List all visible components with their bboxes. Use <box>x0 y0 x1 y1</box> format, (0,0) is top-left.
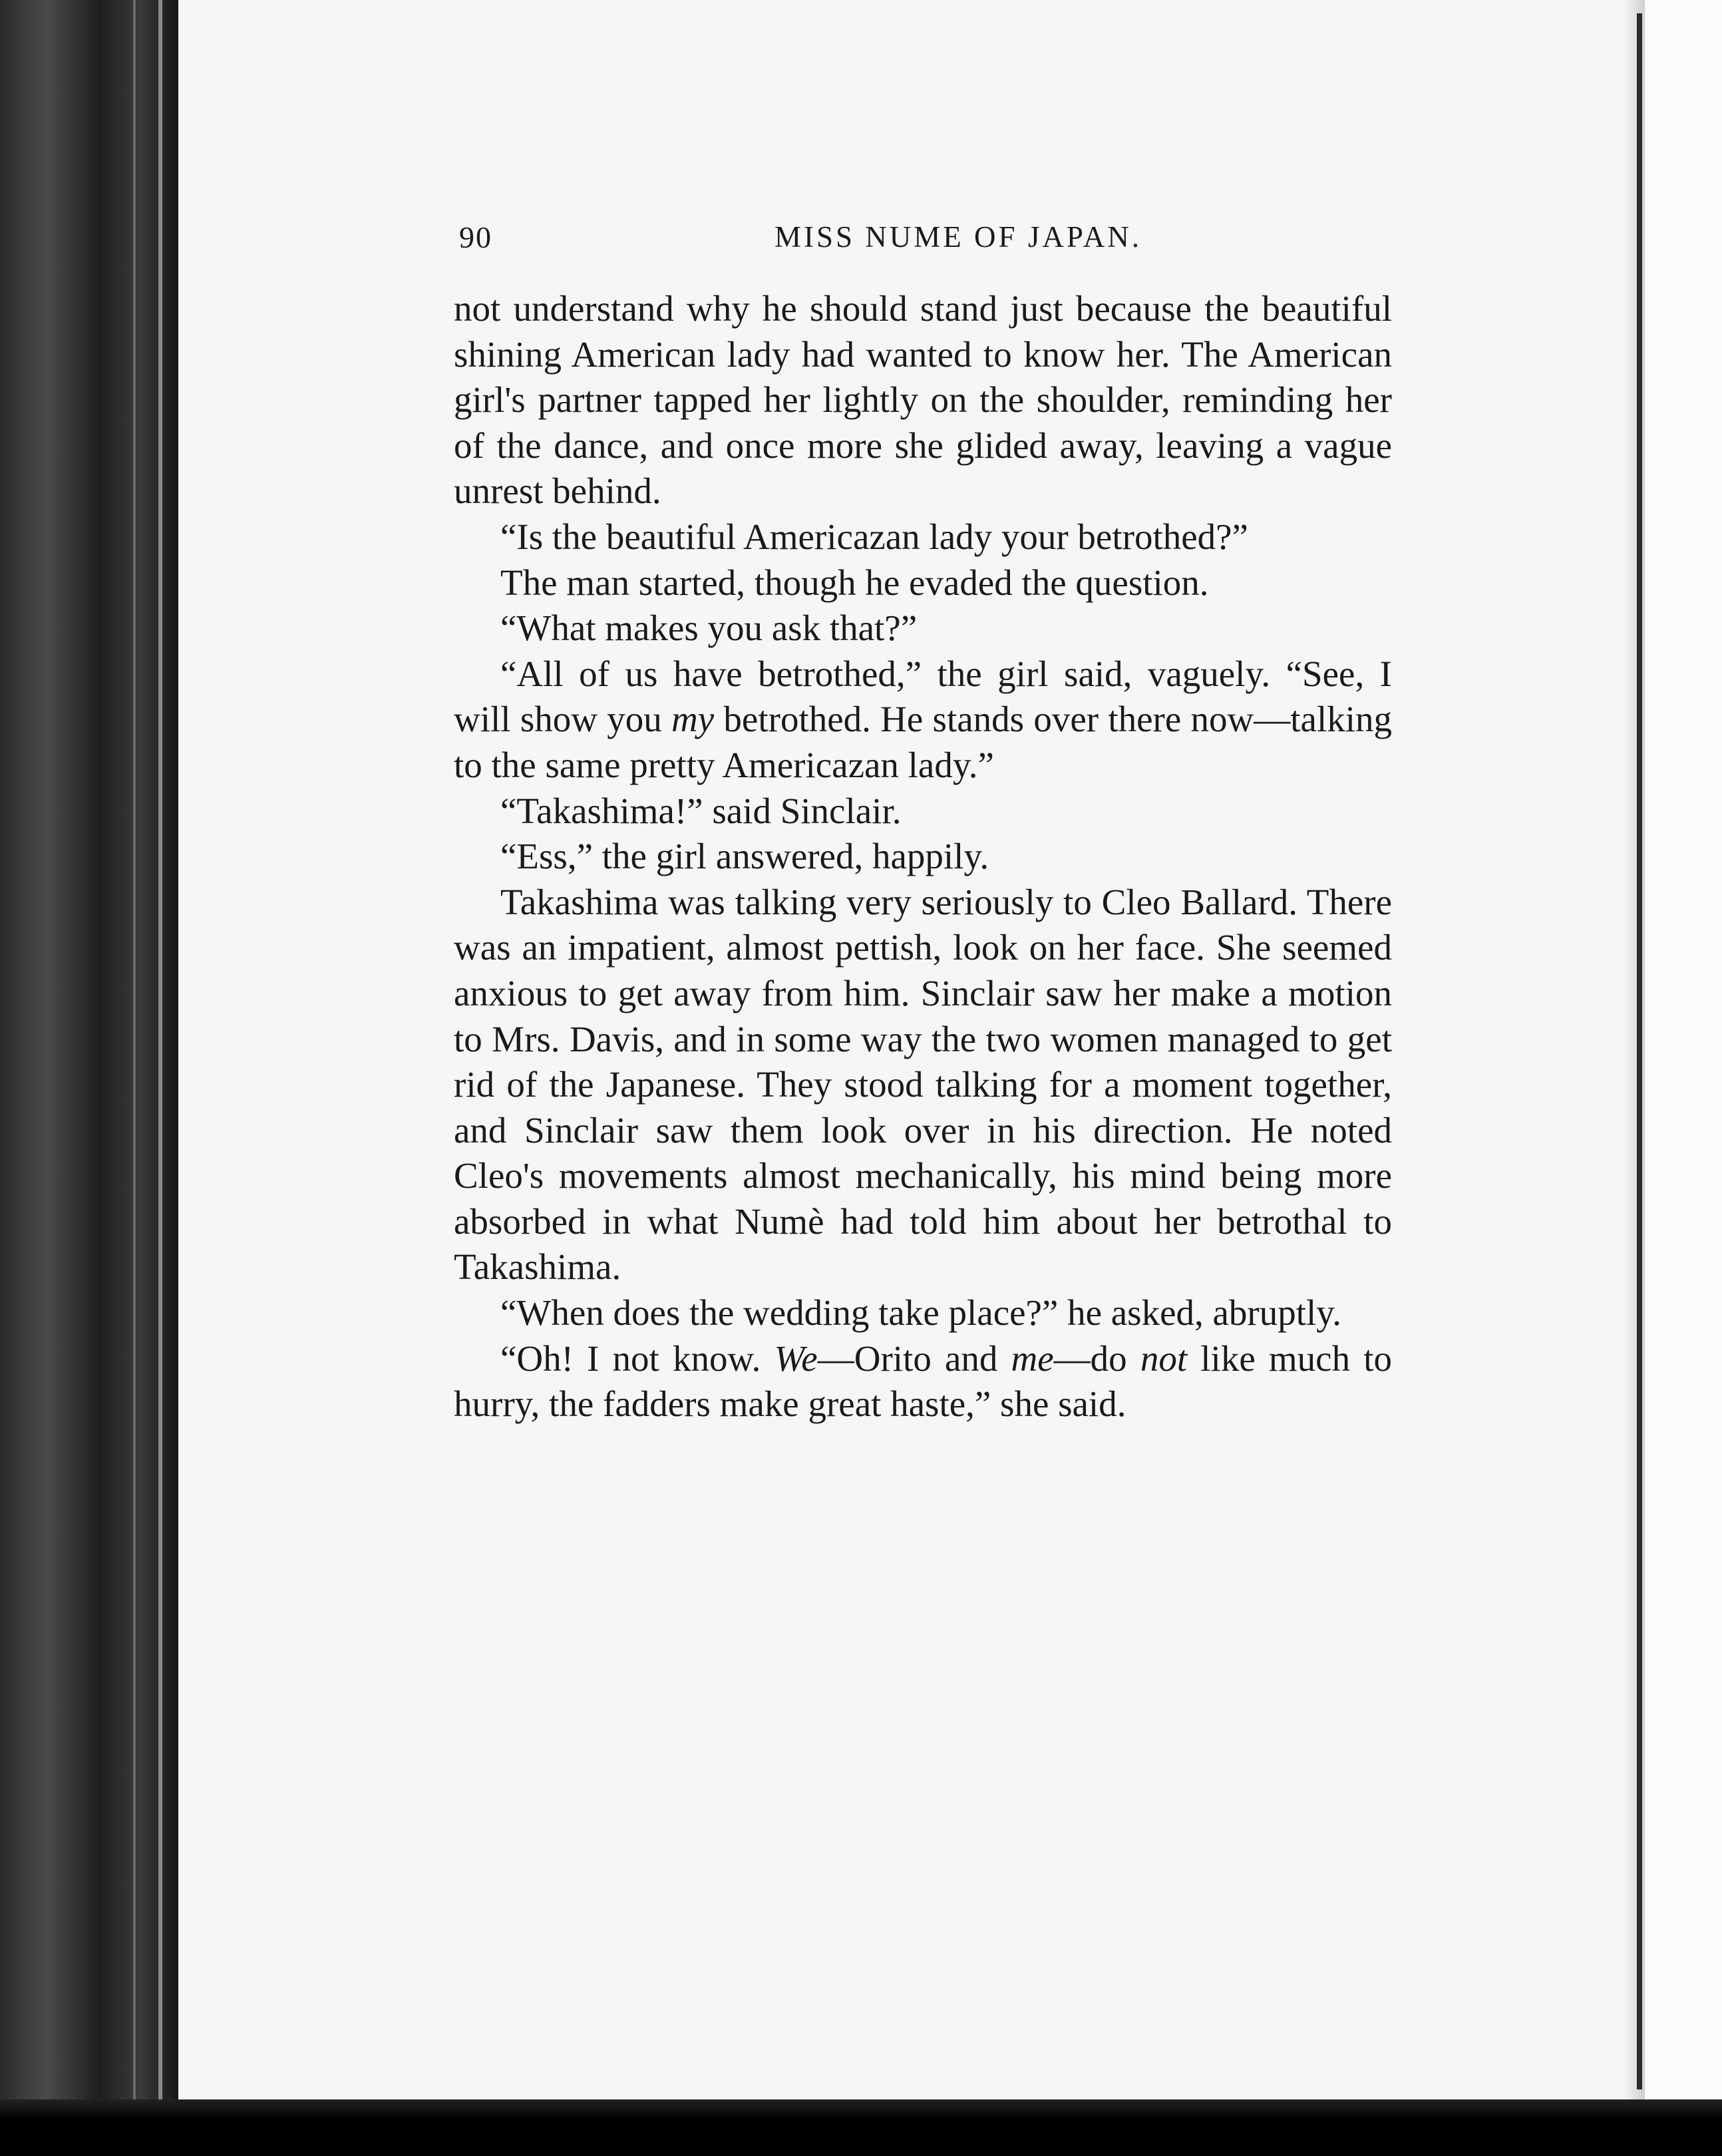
right-edge-rule <box>1637 13 1642 2089</box>
paragraph: “What makes you ask that?” <box>500 608 918 649</box>
emphasis: not <box>1140 1338 1188 1379</box>
book-spine-edge <box>0 0 178 2156</box>
page-header <box>459 220 1381 266</box>
paragraph: “Is the beautiful Americazan lady your betrothed?” <box>500 516 1248 557</box>
spine-line <box>158 0 162 2156</box>
emphasis: We <box>774 1338 818 1379</box>
paragraph: The man started, though he evaded the question. <box>500 562 1209 603</box>
paragraph: “All of us have betrothed,” the girl said, vaguely. “See, I will show you my betrothed. He stands over there now—talking to the same pretty Americazan lady.” <box>454 653 1393 785</box>
page-number: 90 <box>459 220 492 254</box>
paragraph: not understand why he should stand just because the beautiful shining American lady had wanted to know her. The American girl's partner tapped her lightly on the shoulder, reminding her of the dance, and once more she glided away, leaving a vague unrest behind. <box>454 288 1392 512</box>
emphasis: my <box>671 699 715 740</box>
paragraph: “Oh! I not know. We—Orito and me—do not like much to hurry, the fadders make great haste,” she said. <box>454 1338 1392 1425</box>
spine-line <box>133 0 136 2156</box>
paragraph: “Takashima!” said Sinclair. <box>500 790 902 831</box>
paragraph: “Ess,” the girl answered, happily. <box>500 836 989 877</box>
paragraph: Takashima was talking very seriously to Cleo Ballard. There was an impatient, almost pettish, look on her face. She seemed anxious to get away from him. Sinclair saw her make a motion to Mrs. Davis, and in some way the two women managed to get rid of the Japanese. They stood talking for a moment together, and Sinclair saw them look over in his direction. He noted Cleo's movements almost mechanically, his mind being more absorbed in what Numè had told him about her betrothal to Takashima. <box>454 881 1392 1288</box>
body-text <box>454 286 1392 1427</box>
paragraph: “When does the wedding take place?” he asked, abruptly. <box>500 1292 1341 1334</box>
running-title: MISS NUME OF JAPAN. <box>775 220 1142 254</box>
emphasis: me <box>1011 1338 1054 1379</box>
adjacent-page-edge <box>1645 0 1722 2099</box>
bottom-shadow <box>0 2099 1722 2156</box>
